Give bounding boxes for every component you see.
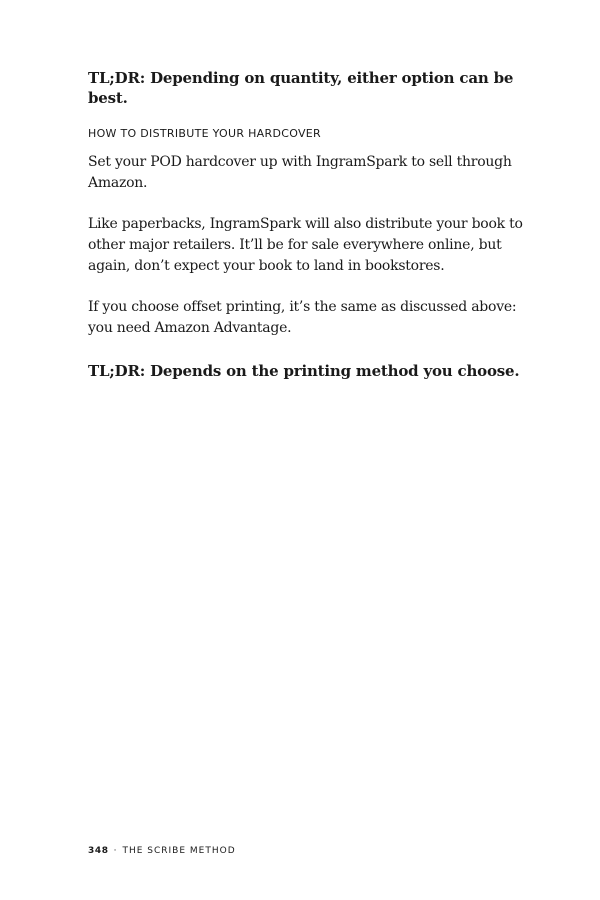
page-number: 348 [88, 846, 109, 856]
page-footer [88, 845, 236, 857]
tldr-summary-quantity: TL;DR: Depending on quantity, either option can be best. [88, 69, 514, 107]
footer-separator: · [113, 846, 118, 856]
paragraph-pod-hardcover: Set your POD hardcover up with IngramSpark to sell through Amazon. [88, 154, 512, 191]
tldr-summary-printing-method: TL;DR: Depends on the printing method you choose. [88, 362, 520, 380]
running-title: THE SCRIBE METHOD [122, 846, 236, 856]
paragraph-distribution: Like paperbacks, IngramSpark will also distribute your book to other major retailers. It’ll be for sale everywhere online, but again, don’t expect your book to land in bookstores. [88, 216, 523, 274]
section-heading: HOW TO DISTRIBUTE YOUR HARDCOVER [88, 127, 321, 140]
paragraph-offset-printing: If you choose offset printing, it’s the same as discussed above: you need Amazon Advantage. [88, 299, 517, 336]
